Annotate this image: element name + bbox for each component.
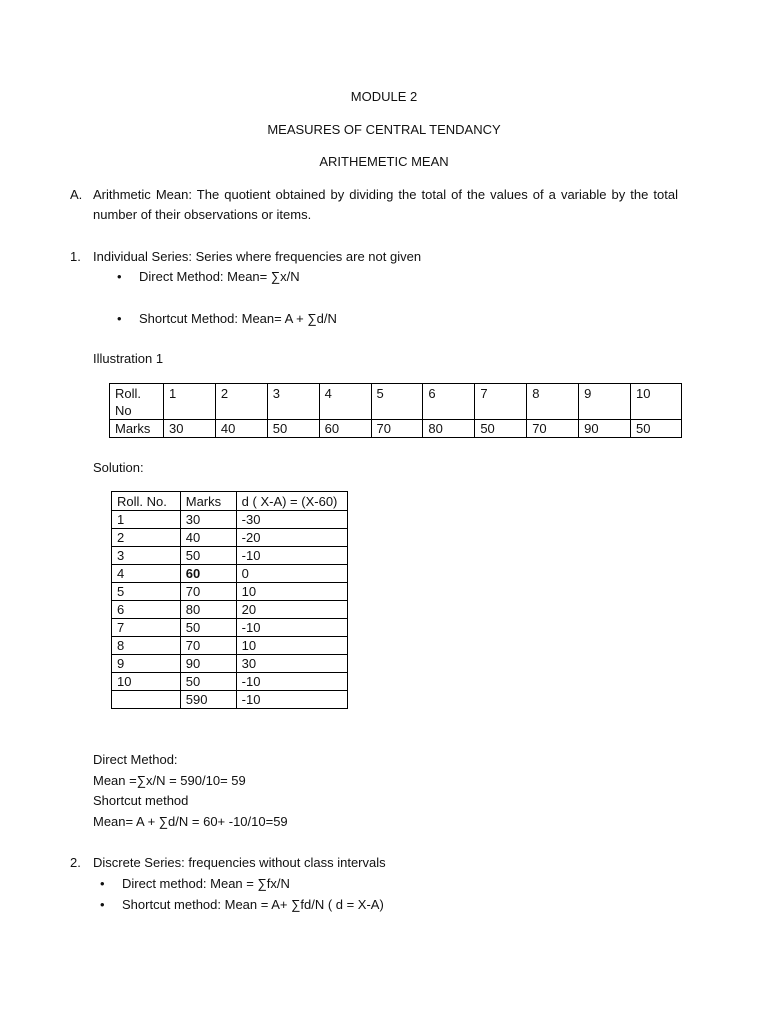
solution-cell: [112, 691, 181, 709]
illustration-cell: 50: [630, 420, 681, 438]
illustration-cell: 60: [319, 420, 371, 438]
table-row: [112, 619, 348, 637]
solution-cell: 70: [180, 583, 236, 601]
shortcut-method-label: Shortcut method: [93, 793, 189, 808]
illustration-cell: 80: [423, 420, 475, 438]
table-row: [112, 673, 348, 691]
solution-header-cell: Roll. No.: [112, 492, 181, 511]
solution-cell: 9: [112, 655, 181, 673]
table-row: [112, 601, 348, 619]
solution-cell: 10: [112, 673, 181, 691]
illustration-cell: 90: [579, 420, 631, 438]
solution-header-cell: d ( X-A) = (X-60): [236, 492, 347, 511]
illustration-cell: 70: [371, 420, 423, 438]
bullet-icon: •: [100, 876, 105, 891]
solution-table: [111, 491, 348, 709]
illustration-cell: 5: [371, 384, 423, 420]
definition-marker: A.: [70, 187, 83, 202]
illustration-cell: 40: [215, 420, 267, 438]
section1-bullet-direct: Direct Method: Mean= ∑x/N: [139, 269, 300, 284]
illustration-cell: 8: [527, 384, 579, 420]
solution-cell: -10: [236, 691, 347, 709]
solution-label: Solution:: [93, 460, 144, 475]
solution-cell: 90: [180, 655, 236, 673]
solution-cell: -10: [236, 547, 347, 565]
solution-cell: -10: [236, 673, 347, 691]
illustration-cell: 2: [215, 384, 267, 420]
solution-cell: -20: [236, 529, 347, 547]
solution-header-row: [112, 492, 348, 511]
illustration-cell: 4: [319, 384, 371, 420]
solution-cell: 70: [180, 637, 236, 655]
solution-cell: 0: [236, 565, 347, 583]
bullet-icon: •: [117, 311, 122, 326]
bullet-icon: •: [100, 897, 105, 912]
direct-method-formula: Mean =∑x/N = 590/10= 59: [93, 773, 246, 788]
illustration-cell: 7: [475, 384, 527, 420]
solution-header-cell: Marks: [180, 492, 236, 511]
solution-cell: 1: [112, 511, 181, 529]
solution-cell: 7: [112, 619, 181, 637]
illustration-cell: 50: [475, 420, 527, 438]
illustration-cell: 3: [267, 384, 319, 420]
solution-cell: 5: [112, 583, 181, 601]
illustration-cell: 1: [163, 384, 215, 420]
total-row: [112, 691, 348, 709]
illustration-table: [109, 383, 682, 438]
solution-cell: 6: [112, 601, 181, 619]
section1-bullet-shortcut: Shortcut Method: Mean= A + ∑d/N: [139, 311, 337, 326]
section1-marker: 1.: [70, 249, 81, 264]
solution-cell: 80: [180, 601, 236, 619]
solution-cell: 590: [180, 691, 236, 709]
illustration-cell: Marks: [110, 420, 164, 438]
solution-cell: 10: [236, 583, 347, 601]
illustration-row-rollno: [110, 384, 682, 420]
illustration-cell: 70: [527, 420, 579, 438]
table-row: [112, 529, 348, 547]
illustration-label: Illustration 1: [93, 351, 164, 366]
module-title: MODULE 2: [350, 89, 418, 104]
section2-marker: 2.: [70, 855, 81, 870]
section2-bullet-shortcut: Shortcut method: Mean = A+ ∑fd/N ( d = X-A): [122, 897, 384, 912]
subtopic-title: ARITHEMETIC MEAN: [319, 154, 449, 169]
solution-cell-assumed-mean: 60: [180, 565, 236, 583]
table-row: [112, 655, 348, 673]
solution-cell: 40: [180, 529, 236, 547]
definition-text: Arithmetic Mean: The quotient obtained by dividing the total of the values of a variable by the total number of their observations or items.: [93, 187, 678, 222]
solution-cell: 30: [236, 655, 347, 673]
solution-cell: -10: [236, 619, 347, 637]
direct-method-label: Direct Method:: [93, 752, 178, 767]
solution-cell: 30: [180, 511, 236, 529]
bullet-icon: •: [117, 269, 122, 284]
illustration-cell: 9: [579, 384, 631, 420]
solution-cell: 10: [236, 637, 347, 655]
solution-cell: 20: [236, 601, 347, 619]
illustration-cell: 6: [423, 384, 475, 420]
illustration-cell: 10: [630, 384, 681, 420]
section2-bullet-direct: Direct method: Mean = ∑fx/N: [122, 876, 290, 891]
table-row: [112, 637, 348, 655]
solution-cell: 50: [180, 619, 236, 637]
topic-title: MEASURES OF CENTRAL TENDANCY: [267, 122, 501, 137]
section1-title: Individual Series: Series where frequencies are not given: [93, 249, 422, 264]
solution-cell: 3: [112, 547, 181, 565]
illustration-cell: 50: [267, 420, 319, 438]
table-row: [112, 547, 348, 565]
table-row: [112, 511, 348, 529]
table-row: [112, 565, 348, 583]
solution-cell: -30: [236, 511, 347, 529]
illustration-cell: 30: [163, 420, 215, 438]
table-row: [112, 583, 348, 601]
solution-cell: 2: [112, 529, 181, 547]
section2-title: Discrete Series: frequencies without class intervals: [93, 855, 386, 870]
solution-cell: 4: [112, 565, 181, 583]
solution-cell: 8: [112, 637, 181, 655]
shortcut-method-formula: Mean= A + ∑d/N = 60+ -10/10=59: [93, 814, 288, 829]
illustration-cell: Roll. No: [110, 384, 164, 420]
solution-cell: 50: [180, 673, 236, 691]
solution-cell: 50: [180, 547, 236, 565]
illustration-row-marks: [110, 420, 682, 438]
